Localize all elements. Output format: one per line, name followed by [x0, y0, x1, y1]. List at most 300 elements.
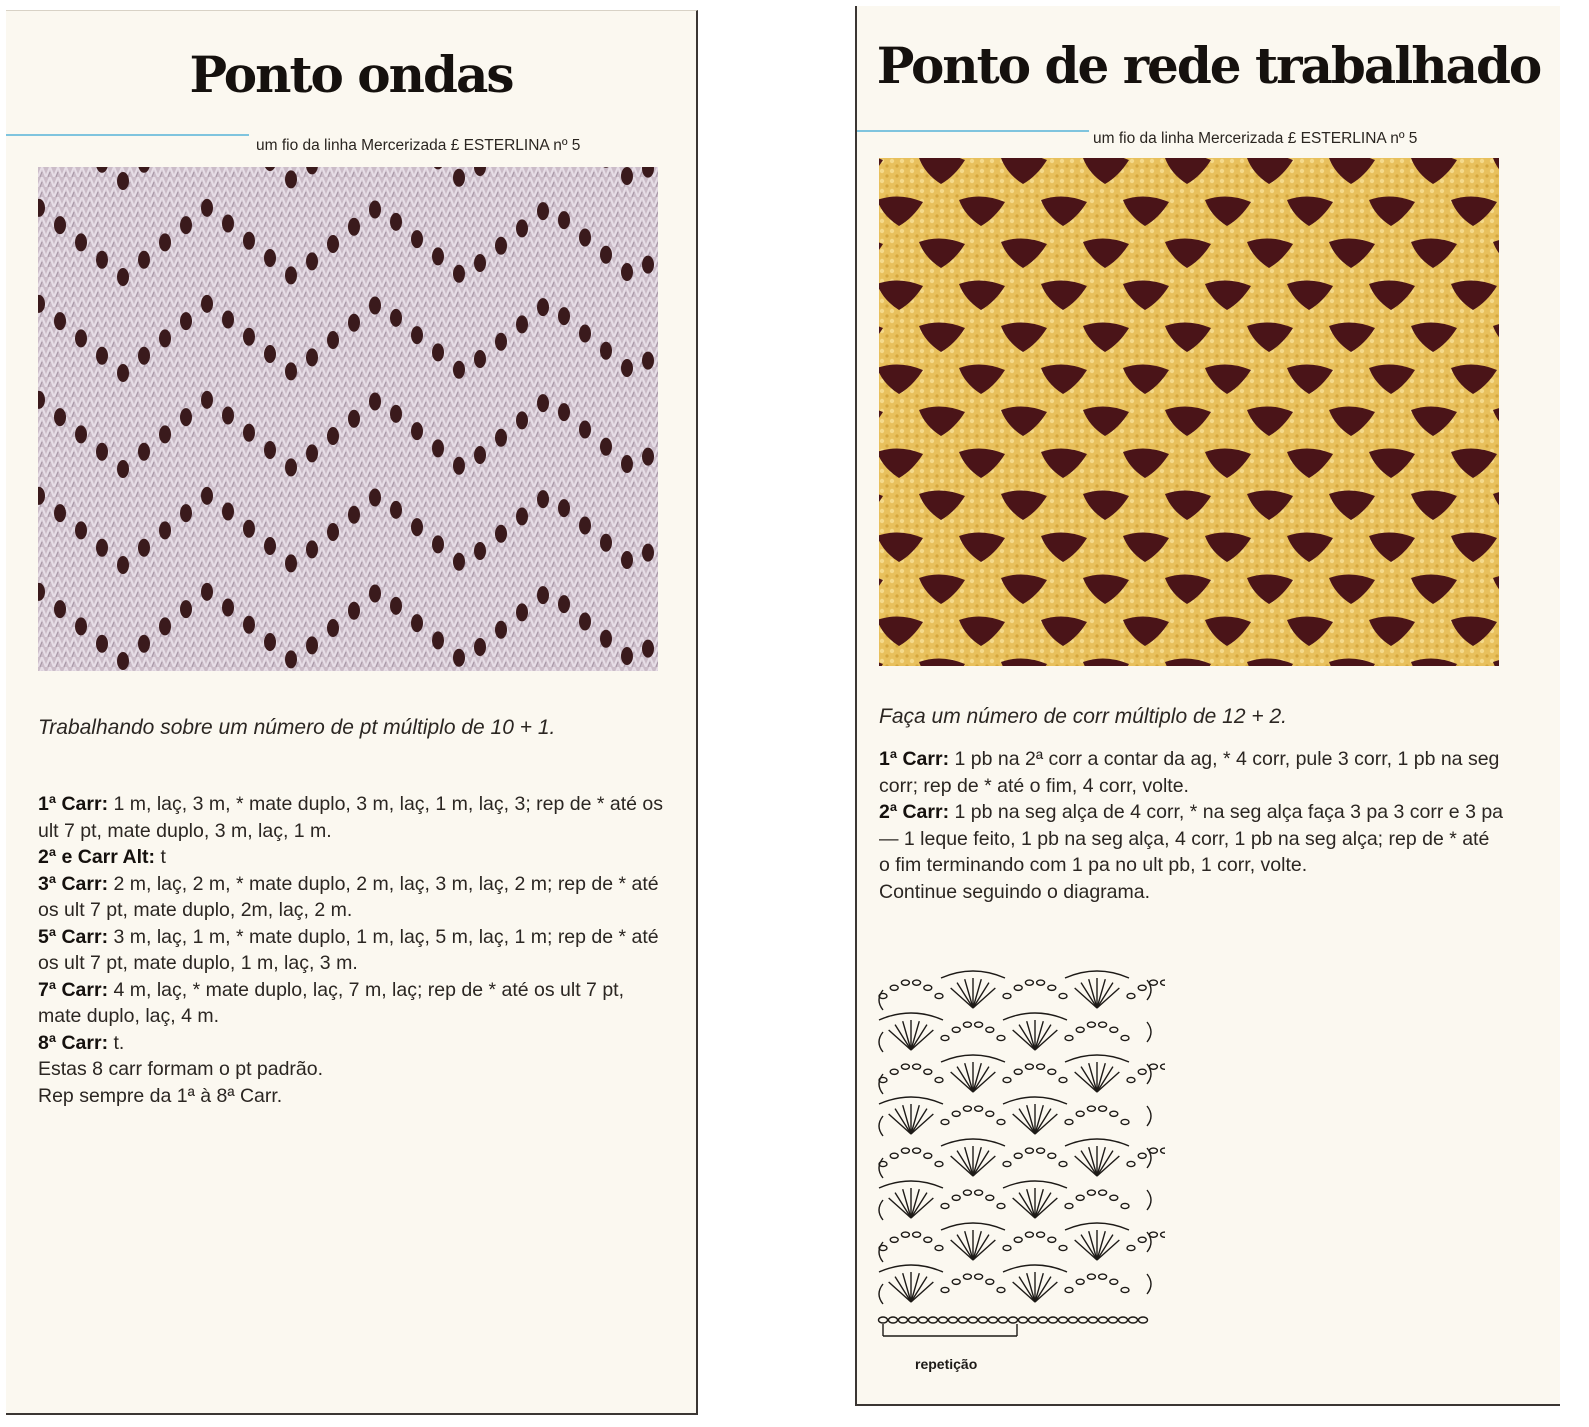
eyelet [516, 507, 528, 525]
diagram-symbol [959, 1317, 968, 1323]
diagram-symbol [1161, 980, 1165, 985]
diagram-symbol [1149, 1232, 1157, 1237]
diagram-symbol [1037, 980, 1045, 985]
diagram-symbol [1087, 1106, 1095, 1111]
eyelet [159, 233, 171, 251]
eyelet [285, 170, 297, 188]
diagram-symbol [919, 1317, 928, 1323]
diagram-symbol [901, 1148, 909, 1153]
diagram-symbol [1025, 1232, 1033, 1237]
eyelet [159, 425, 171, 443]
eyelet [642, 640, 654, 658]
diagram-symbol [1149, 1148, 1157, 1153]
diagram-symbol [941, 1287, 949, 1292]
diagram-symbol [1099, 1022, 1107, 1027]
eyelet [285, 458, 297, 476]
diagram-symbol [909, 1317, 918, 1323]
eyelet [327, 427, 339, 445]
diagram-symbol [1037, 1064, 1045, 1069]
eyelet [537, 394, 549, 412]
diagram-symbol [1127, 1077, 1135, 1082]
eyelet [138, 347, 150, 365]
eyelet [411, 230, 423, 248]
eyelet [306, 252, 318, 270]
diagram-symbol [1110, 1027, 1118, 1032]
diagram-symbol [1003, 1265, 1067, 1272]
eyelet [474, 446, 486, 464]
diagram-symbol [969, 1317, 978, 1323]
diagram-symbol [952, 1111, 960, 1116]
diagram-symbol [1147, 1274, 1151, 1294]
diagram-symbol [997, 1119, 1005, 1124]
eyelet [432, 439, 444, 457]
left-page [6, 10, 698, 1415]
eyelet [558, 211, 570, 229]
eyelet [54, 312, 66, 330]
eyelet [642, 352, 654, 370]
diagram-symbol [1138, 1069, 1146, 1074]
eyelet [222, 406, 234, 424]
eyelet [600, 534, 612, 552]
eyelet [390, 309, 402, 327]
eyelet [243, 520, 255, 538]
diagram-symbol [941, 1119, 949, 1124]
diagram-symbol [1099, 1317, 1108, 1323]
diagram-symbol [1127, 1245, 1135, 1250]
diagram-symbol [1147, 1064, 1151, 1084]
diagram-symbol [999, 1317, 1008, 1323]
diagram-symbol [1029, 1317, 1038, 1323]
diagram-symbol [935, 1077, 943, 1082]
eyelet [453, 649, 465, 667]
diagram-symbol [941, 1139, 1005, 1146]
diagram-symbol [913, 1232, 921, 1237]
eyelet [222, 598, 234, 616]
eyelet [75, 233, 87, 251]
diagram-symbol [949, 1317, 958, 1323]
eyelet [117, 268, 129, 286]
diagram-symbol [1059, 1317, 1068, 1323]
eyelet [264, 345, 276, 363]
page-title: Ponto ondas [189, 45, 513, 104]
eyelet [390, 213, 402, 231]
diagram-symbol [997, 1203, 1005, 1208]
diagram-symbol [1076, 1195, 1084, 1200]
diagram-symbol [1003, 1245, 1011, 1250]
yarn-note: um fio da linha Mercerizada £ ESTERLINA nº 5 [1093, 130, 1418, 147]
eyelet [558, 403, 570, 421]
diagram-symbol [879, 1116, 883, 1136]
diagram-symbol [1059, 1245, 1067, 1250]
eyelet [285, 362, 297, 380]
diagram-symbol [879, 1317, 888, 1323]
diagram-symbol [1049, 1317, 1058, 1323]
diagram-symbol [1065, 1139, 1129, 1146]
eyelet [96, 539, 108, 557]
diagram-symbol [1059, 993, 1067, 998]
diagram-symbol [1147, 1148, 1151, 1168]
diagram-symbol [913, 1064, 921, 1069]
diagram-symbol [1138, 1237, 1146, 1242]
eyelet [264, 537, 276, 555]
diagram-symbol [924, 1237, 932, 1242]
eyelet [642, 448, 654, 466]
diagram-symbol [1079, 1317, 1088, 1323]
diagram-symbol [890, 1069, 898, 1074]
closing-line: Rep sempre da 1ª à 8ª Carr. [38, 1084, 283, 1107]
eyelet [117, 460, 129, 478]
eyelet [180, 216, 192, 234]
eyelet [327, 619, 339, 637]
eyelet [495, 621, 507, 639]
eyelet [537, 202, 549, 220]
diagram-symbol [879, 1200, 883, 1220]
eyelet [369, 200, 381, 218]
diagram-symbol [913, 1148, 921, 1153]
diagram-symbol [1161, 1148, 1165, 1153]
eyelet [159, 617, 171, 635]
diagram-symbol [1076, 1111, 1084, 1116]
eyelet [54, 216, 66, 234]
diagram-symbol [952, 1027, 960, 1032]
eyelet [621, 551, 633, 569]
diagram-symbol [1003, 1013, 1067, 1020]
diagram-symbol [1119, 1317, 1128, 1323]
instructions [38, 791, 668, 1109]
diagram-symbol [941, 1223, 1005, 1230]
eyelet [537, 298, 549, 316]
eyelet [516, 315, 528, 333]
eyelet [600, 246, 612, 264]
diagram-symbol [1087, 1022, 1095, 1027]
diagram-symbol [975, 1274, 983, 1279]
eyelet [516, 219, 528, 237]
diagram-symbol [1065, 971, 1129, 978]
eyelet [600, 630, 612, 648]
diagram-symbol [1065, 1287, 1073, 1292]
diagram-symbol [1059, 1077, 1067, 1082]
eyelet [369, 584, 381, 602]
diagram-symbol [952, 1279, 960, 1284]
eyelet [96, 443, 108, 461]
diagram-symbol [1087, 1274, 1095, 1279]
diagram-symbol [941, 1035, 949, 1040]
closing-line: Estas 8 carr formam o pt padrão. [38, 1058, 324, 1080]
eyelet [474, 542, 486, 560]
eyelet [453, 361, 465, 379]
diagram-symbol [1076, 1027, 1084, 1032]
eyelet [138, 251, 150, 269]
diagram-symbol [879, 1013, 943, 1020]
diagram-symbol [899, 1317, 908, 1323]
eyelet [558, 499, 570, 517]
row-instruction: 1ª Carr: 1 m, laç, 3 m, * mate duplo, 3 m, laç, 1 m, laç, 3; rep de * até os ult 7 pt, mate duplo, 3 m, laç, 1 m. [38, 793, 663, 842]
diagram-symbol [1099, 1190, 1107, 1195]
diagram-symbol [889, 1317, 898, 1323]
eyelet [495, 333, 507, 351]
eyelet [138, 443, 150, 461]
diagram-symbol [1065, 1223, 1129, 1230]
diagram-symbol [1099, 1274, 1107, 1279]
eyelet [201, 199, 213, 217]
diagram-symbol [929, 1317, 938, 1323]
intro-text: Faça um número de corr múltiplo de 12 + 2. [879, 705, 1287, 728]
diagram-symbol [1003, 993, 1011, 998]
eyelet [369, 392, 381, 410]
diagram-symbol [952, 1195, 960, 1200]
diagram-symbol [1129, 1317, 1138, 1323]
row-instruction: 2ª Carr: 1 pb na seg alça de 4 corr, * na seg alça faça 3 pa 3 corr e 3 pa — 1 leque feito, 1 pb na seg alça, 4 corr, 1 pb na seg alça; rep de * até o fim terminando com 1 pa no ult pb, 1 corr, volte. [879, 801, 1504, 876]
eyelet [117, 364, 129, 382]
eyelet [54, 600, 66, 618]
eyelet [390, 501, 402, 519]
eyelet [369, 296, 381, 314]
eyelet [243, 328, 255, 346]
diagram-symbol [975, 1190, 983, 1195]
diagram-symbol [979, 1317, 988, 1323]
eyelet [579, 228, 591, 246]
row-instruction: 3ª Carr: 2 m, laç, 2 m, * mate duplo, 2 m, laç, 3 m, laç, 2 m; rep de * até os ult 7 pt, mate duplo, 2m, laç, 2 m. [38, 872, 659, 921]
eyelet [54, 504, 66, 522]
eyelet [600, 342, 612, 360]
diagram-symbol [963, 1106, 971, 1111]
diagram-symbol [1037, 1232, 1045, 1237]
diagram-symbol [997, 1287, 1005, 1292]
eyelet [264, 249, 276, 267]
eyelet [495, 237, 507, 255]
eyelet [621, 263, 633, 281]
diagram-symbol [975, 1022, 983, 1027]
diagram-symbol [913, 980, 921, 985]
diagram-symbol [941, 1055, 1005, 1062]
eyelet [432, 247, 444, 265]
eyelet [516, 603, 528, 621]
eyelet [222, 502, 234, 520]
eyelet [159, 329, 171, 347]
eyelet [243, 232, 255, 250]
repeat-label: repetição [915, 1356, 978, 1372]
eyelet [453, 553, 465, 571]
diagram-symbol [1025, 1148, 1033, 1153]
diagram-symbol [1019, 1317, 1028, 1323]
eyelet [579, 612, 591, 630]
crochet-swatch-photo [879, 158, 1499, 666]
diagram-symbol [1089, 1317, 1098, 1323]
title-rule [857, 130, 1089, 132]
eyelet [96, 347, 108, 365]
diagram-symbol [935, 993, 943, 998]
eyelet [348, 314, 360, 332]
eyelet [180, 504, 192, 522]
diagram-symbol [1039, 1317, 1048, 1323]
diagram-symbol [924, 985, 932, 990]
row-instruction: 1ª Carr: 1 pb na 2ª corr a contar da ag, * 4 corr, pule 3 corr, 1 pb na seg corr; rep de * até o fim, 4 corr, volte. [879, 748, 1500, 797]
eyelet [285, 650, 297, 668]
eyelet [474, 254, 486, 272]
eyelet [117, 556, 129, 574]
eyelet [117, 172, 129, 190]
eyelet [201, 583, 213, 601]
diagram-symbol [879, 1097, 943, 1104]
diagram-symbol [1037, 1148, 1045, 1153]
diagram-symbol [941, 971, 1005, 978]
diagram-symbol [1147, 1232, 1151, 1252]
eyelet [642, 256, 654, 274]
eyelet [138, 635, 150, 653]
diagram-symbol [1003, 1097, 1067, 1104]
eyelet [474, 350, 486, 368]
diagram-symbol [924, 1153, 932, 1158]
eyelet [390, 597, 402, 615]
diagram-symbol [1048, 1069, 1056, 1074]
diagram-symbol [1121, 1287, 1129, 1292]
eyelet [96, 635, 108, 653]
diagram-symbol [1003, 1161, 1011, 1166]
intro-text: Trabalhando sobre um número de pt múltiplo de 10 + 1. [38, 716, 556, 739]
eyelet [306, 348, 318, 366]
diagram-symbol [1065, 1119, 1073, 1124]
diagram-symbol [1147, 1106, 1151, 1126]
diagram-symbol [1065, 1203, 1073, 1208]
diagram-symbol [879, 1181, 943, 1188]
diagram-symbol [879, 1032, 883, 1052]
diagram-symbol [879, 1265, 943, 1272]
eyelet [390, 405, 402, 423]
eyelet [306, 636, 318, 654]
eyelet [285, 554, 297, 572]
knit-swatch-image [38, 167, 658, 671]
diagram-symbol [963, 1190, 971, 1195]
diagram-symbol [1065, 1035, 1073, 1040]
diagram-symbol [986, 1195, 994, 1200]
diagram-symbol [901, 1232, 909, 1237]
eyelet [264, 633, 276, 651]
eyelet [474, 638, 486, 656]
diagram-symbol [1087, 1190, 1095, 1195]
row-instruction: 8ª Carr: t. [38, 1031, 125, 1054]
eyelet [180, 600, 192, 618]
diagram-symbol [1014, 985, 1022, 990]
eyelet [75, 617, 87, 635]
eyelet [579, 324, 591, 342]
diagram-symbol [890, 1237, 898, 1242]
row-instruction: 7ª Carr: 4 m, laç, * mate duplo, laç, 7 m, laç; rep de * até os ult 7 pt, mate duplo, laç, 4 m. [38, 978, 624, 1027]
diagram-symbol [1147, 1190, 1151, 1210]
diagram-symbol [1099, 1106, 1107, 1111]
eyelet [558, 307, 570, 325]
eyelet [285, 266, 297, 284]
diagram-symbol [1076, 1279, 1084, 1284]
diagram-symbol [1139, 1317, 1148, 1323]
eyelet [600, 438, 612, 456]
diagram-symbol [1149, 1064, 1157, 1069]
title-rule [6, 134, 249, 136]
diagram-symbol [1003, 1181, 1067, 1188]
eyelet [453, 169, 465, 187]
diagram-symbol [986, 1111, 994, 1116]
diagram-symbol [924, 1069, 932, 1074]
diagram-symbol [879, 1284, 883, 1304]
eyelet [96, 251, 108, 269]
diagram-symbol [1147, 980, 1151, 1000]
diagram-symbol [975, 1106, 983, 1111]
eyelet [201, 295, 213, 313]
diagram-symbol [941, 1203, 949, 1208]
instructions [879, 746, 1504, 905]
eyelet [222, 310, 234, 328]
eyelet [348, 602, 360, 620]
eyelet [117, 652, 129, 670]
eyelet [348, 218, 360, 236]
eyelet [558, 595, 570, 613]
diagram-symbol [1127, 1161, 1135, 1166]
eyelet [243, 424, 255, 442]
diagram-symbol [1048, 1237, 1056, 1242]
diagram-symbol [1138, 1153, 1146, 1158]
diagram-symbol [1127, 993, 1135, 998]
diagram-symbol [1149, 980, 1157, 985]
eyelet [138, 539, 150, 557]
eyelet [75, 329, 87, 347]
diagram-symbol [986, 1279, 994, 1284]
diagram-symbol [890, 985, 898, 990]
diagram-symbol [1003, 1077, 1011, 1082]
diagram-symbol [1110, 1279, 1118, 1284]
eyelet [411, 326, 423, 344]
diagram-symbol [1065, 1055, 1129, 1062]
diagram-symbol [1138, 985, 1146, 990]
eyelet [306, 540, 318, 558]
diagram-symbol [890, 1153, 898, 1158]
diagram-symbol [989, 1317, 998, 1323]
diagram-symbol [1014, 1069, 1022, 1074]
eyelet [411, 518, 423, 536]
crochet-chart [875, 952, 1165, 1348]
eyelet [516, 411, 528, 429]
eyelet [411, 422, 423, 440]
eyelet [369, 488, 381, 506]
diagram-symbol [1014, 1153, 1022, 1158]
eyelet [180, 408, 192, 426]
diagram-symbol [1147, 1022, 1151, 1042]
diagram-symbol [1121, 1203, 1129, 1208]
page-title: Ponto de rede trabalhado [876, 36, 1541, 95]
eyelet [222, 214, 234, 232]
eyelet [537, 490, 549, 508]
right-page [855, 6, 1560, 1406]
eyelet [432, 343, 444, 361]
row-instruction: 5ª Carr: 3 m, laç, 1 m, * mate duplo, 1 m, laç, 5 m, laç, 1 m; rep de * até os ult 7 pt, mate duplo, 1 m, laç, 3 m. [38, 925, 659, 974]
diagram-symbol [1110, 1111, 1118, 1116]
diagram-symbol [1161, 1064, 1165, 1069]
diagram-symbol [1110, 1195, 1118, 1200]
eyelet [621, 455, 633, 473]
crochet-swatch-image [879, 158, 1499, 666]
eyelet [432, 535, 444, 553]
eyelet [201, 391, 213, 409]
diagram-symbol [1048, 985, 1056, 990]
eyelet [327, 235, 339, 253]
diagram-symbol [935, 1161, 943, 1166]
eyelet [642, 544, 654, 562]
eyelet [180, 312, 192, 330]
eyelet [432, 631, 444, 649]
eyelet [621, 167, 633, 185]
diagram-symbol [1048, 1153, 1056, 1158]
yarn-note: um fio da linha Mercerizada £ ESTERLINA nº 5 [256, 137, 581, 154]
diagram-symbol [1161, 1232, 1165, 1237]
diagram-symbol [1069, 1317, 1078, 1323]
